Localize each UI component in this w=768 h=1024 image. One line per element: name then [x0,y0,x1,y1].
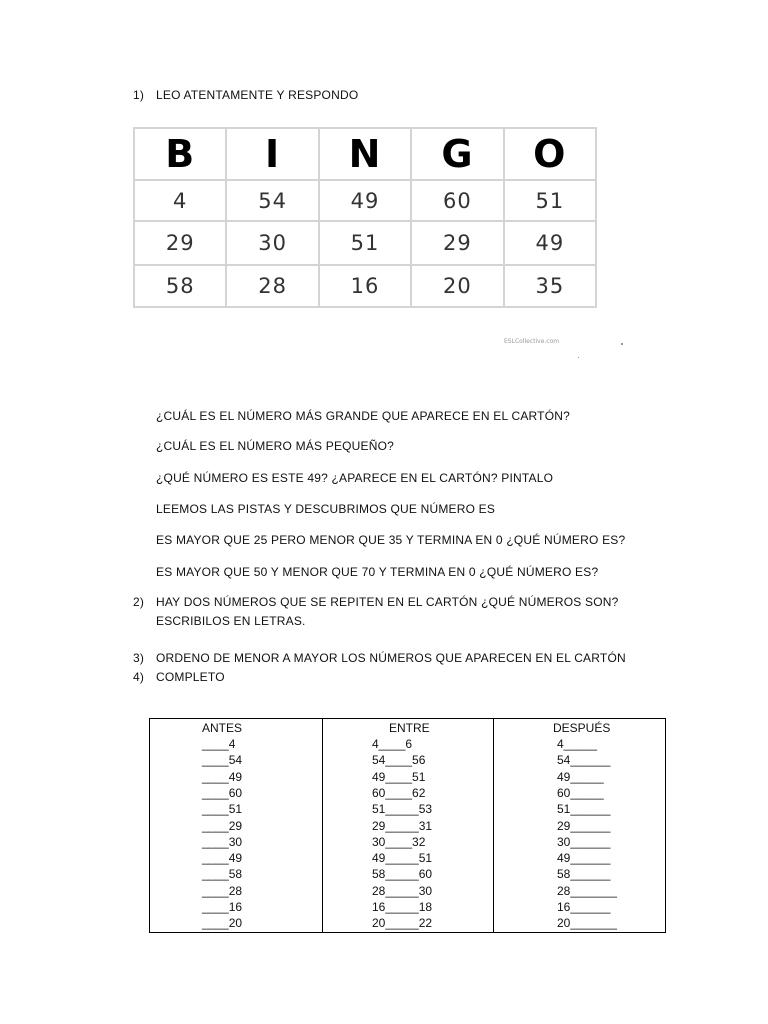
table-cell-despues: 30______ [557,834,611,849]
table-cell-entre: 60____62 [372,785,426,800]
column-header-despues: DESPUÉS [553,721,611,735]
table-cell-despues: 58______ [557,867,611,882]
table-cell-despues: 28_______ [557,883,618,898]
bingo-cell: 29 [135,222,227,264]
column-header-entre: ENTRE [389,721,430,735]
table-cell-antes: ____20 [202,916,243,931]
table-cell-entre: 28_____30 [372,883,433,898]
column-despues [493,719,666,932]
section-4-title: COMPLETO [156,670,225,684]
question-6: ES MAYOR QUE 50 Y MENOR QUE 70 Y TERMINA EN 0 ¿QUÉ NÚMERO ES? [156,565,599,579]
table-cell-despues: 49_____ [557,769,604,784]
bingo-cell: 35 [535,274,565,298]
table-cell-entre: 4____6 [372,737,413,751]
bingo-cell: 30 [227,222,319,264]
section-3-number: 3) [133,651,145,665]
table-cell-antes: ____58 [202,867,243,882]
table-cell-despues: 29______ [557,818,611,833]
section-2-line-1: HAY DOS NÚMEROS QUE SE REPITEN EN EL CARTÓN ¿QUÉ NÚMEROS SON? [156,595,619,609]
table-cell-antes: ____51 [202,802,243,817]
question-2: ¿CUÁL ES EL NÚMERO MÁS PEQUEÑO? [156,439,395,453]
question-5: ES MAYOR QUE 25 PERO MENOR QUE 35 Y TERMINA EN 0 ¿QUÉ NÚMERO ES? [156,533,626,547]
table-cell-despues: 49______ [557,851,611,866]
table-cell-despues: 51______ [557,802,611,817]
table-cell-entre: 49____51 [372,769,426,784]
bingo-header-row [135,129,595,181]
table-cell-entre: 29_____31 [372,818,433,833]
table-cell-antes: ____16 [202,900,243,914]
bingo-cell: 54 [227,181,319,220]
column-entre [322,719,493,932]
table-cell-antes: ____28 [202,883,243,898]
bingo-cell: 58 [135,266,227,306]
bingo-header-o: O [533,132,567,176]
table-cell-antes: ____4 [202,737,236,751]
table-cell-antes: ____54 [202,753,243,768]
bingo-row-1 [135,181,595,222]
table-cell-antes: ____49 [202,769,243,784]
bingo-cell: 60 [412,181,504,220]
question-1: ¿CUÁL ES EL NÚMERO MÁS GRANDE QUE APARECE EN EL CARTÓN? [156,409,570,423]
table-cell-entre: 30____32 [372,834,426,849]
speck [578,357,579,358]
bingo-header-i: I [227,129,319,179]
table-cell-antes: ____49 [202,851,243,866]
bingo-header-b: B [135,129,227,179]
bingo-cell: 29 [412,222,504,264]
table-cell-entre: 49_____51 [372,851,433,866]
question-3: ¿QUÉ NÚMERO ES ESTE 49? ¿APARECE EN EL CARTÓN? PINTALO [156,471,554,485]
table-cell-antes: ____60 [202,785,243,800]
table-cell-antes: ____29 [202,818,243,833]
bingo-row-3 [135,266,595,306]
bingo-card [133,127,597,308]
bingo-header-g: G [412,129,504,179]
table-cell-entre: 20_____22 [372,916,433,931]
bingo-cell: 49 [320,181,412,220]
bingo-cell: 49 [535,231,565,255]
table-cell-despues: 54______ [557,753,611,768]
table-cell-despues: 4_____ [557,737,598,751]
bingo-cell: 51 [320,222,412,264]
section-1-title: LEO ATENTAMENTE Y RESPONDO [156,88,359,102]
section-3-title: ORDENO DE MENOR A MAYOR LOS NÚMEROS QUE APARECEN EN EL CARTÓN [156,651,626,665]
section-1-number: 1) [133,88,145,102]
question-4: LEEMOS LAS PISTAS Y DESCUBRIMOS QUE NÚMERO ES [156,502,496,516]
table-cell-entre: 51_____53 [372,802,433,817]
section-2-number: 2) [133,595,145,609]
column-header-antes: ANTES [202,721,243,735]
completion-table [149,718,666,933]
bingo-cell: 28 [227,266,319,306]
column-antes [150,719,322,932]
table-cell-despues: 16______ [557,900,611,914]
bingo-header-n: N [320,129,412,179]
table-cell-antes: ____30 [202,834,243,849]
watermark: ESLCollective.com [504,338,560,345]
bingo-cell: 51 [535,188,565,213]
table-cell-entre: 54____56 [372,753,426,768]
bingo-cell: 16 [320,266,412,306]
table-cell-entre: 58_____60 [372,867,433,882]
section-4-number: 4) [133,670,145,684]
table-cell-despues: 60_____ [557,785,604,800]
table-cell-despues: 20_______ [557,916,618,931]
table-cell-entre: 16_____18 [372,900,433,914]
bingo-cell: 4 [135,181,227,220]
section-2-line-2: ESCRIBILOS EN LETRAS. [156,614,306,628]
bingo-cell: 20 [412,266,504,306]
speck [621,343,623,345]
bingo-row-2 [135,222,595,266]
